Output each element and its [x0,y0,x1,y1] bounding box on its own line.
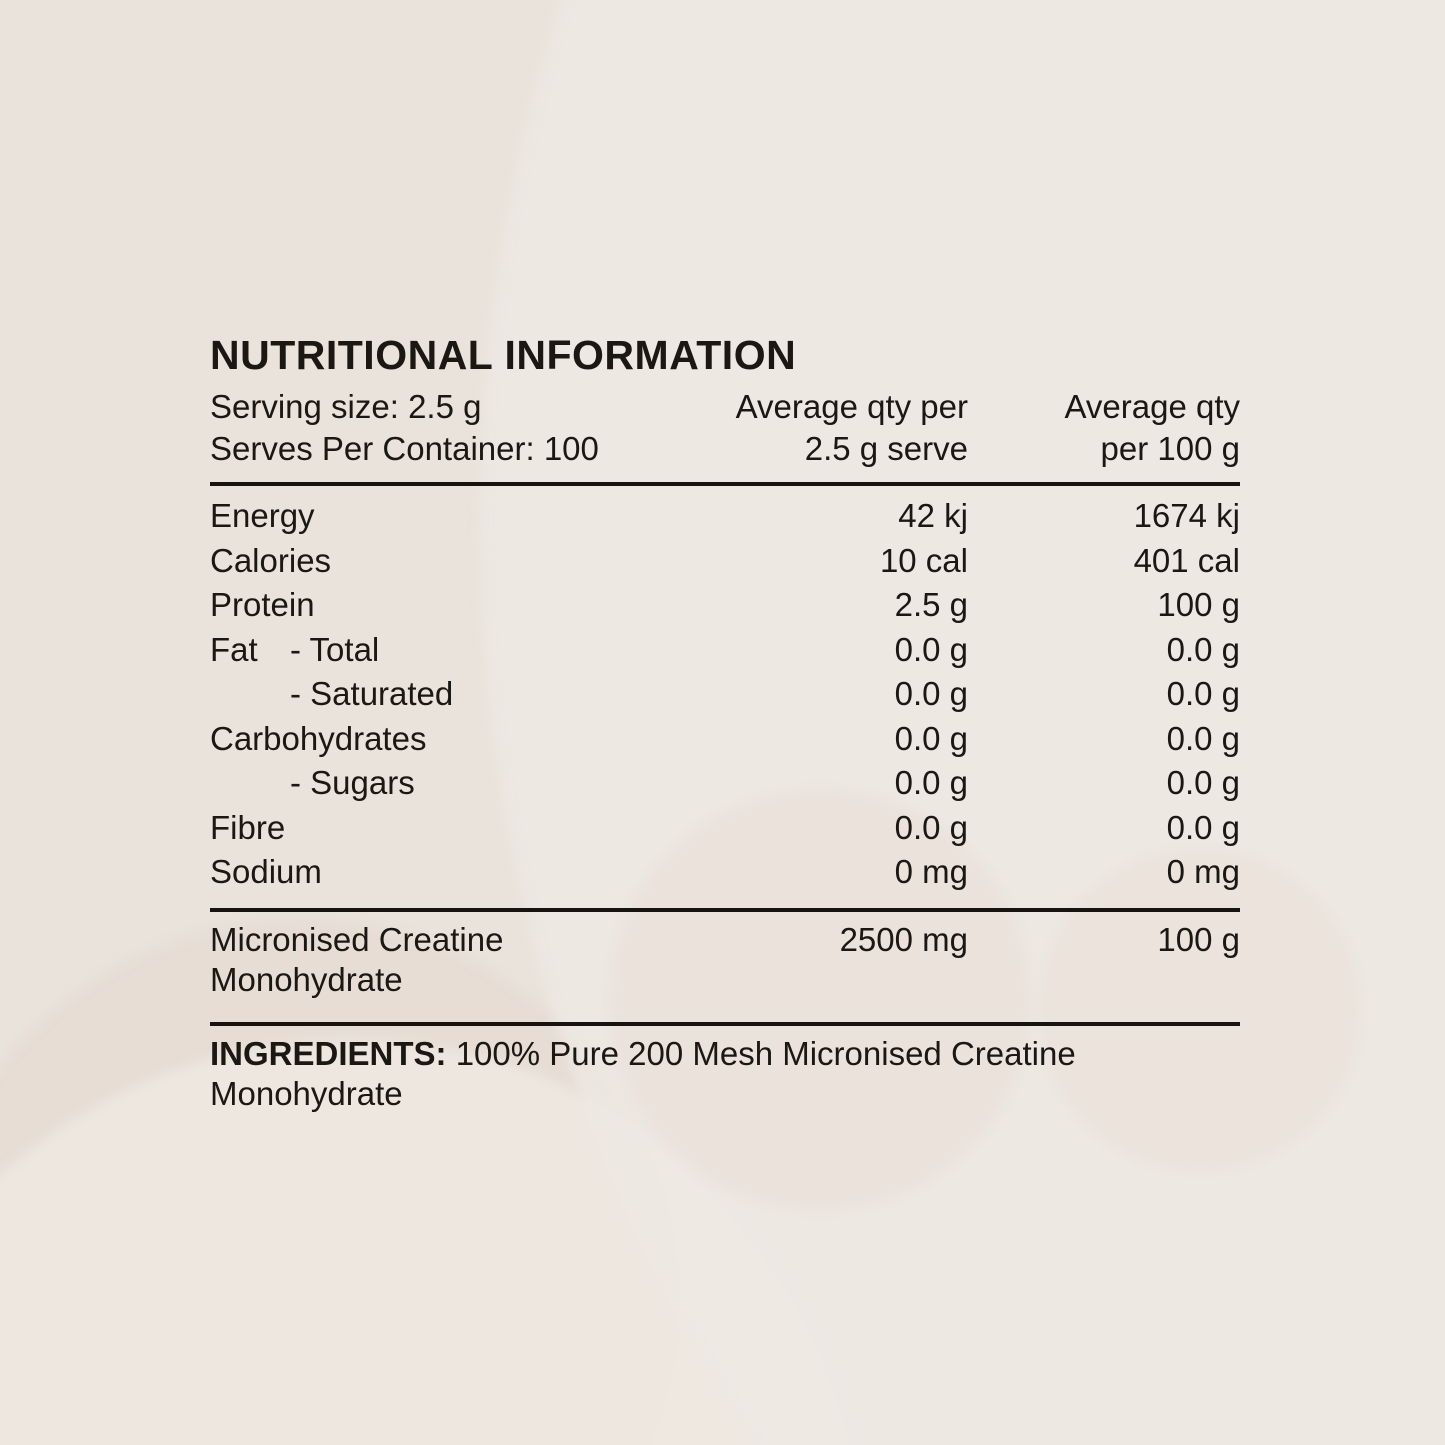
per-100g-value: 401 cal [1133,541,1240,579]
per-100g-header-line2: per 100 g [1100,430,1240,467]
per-100g-value: 0 mg [1166,853,1240,890]
nutrient-label [210,494,728,539]
nutrient-name: Fibre [210,808,286,846]
table-row [210,672,1240,717]
per-serve-value: 10 cal [879,541,968,579]
creatine-row [210,920,1240,1000]
nutrient-name: Protein [210,586,315,623]
per-100g-value: 0.0 g [1166,808,1240,846]
per-serve-value: 42 kj [898,497,968,534]
per-serve-header-line1: Average qty per [735,388,968,425]
ingredients-value: 100% Pure 200 Mesh Micronised Creatine Monohydrate [210,1034,1076,1112]
nutrient-name: Energy [210,497,315,534]
ingredients-label: INGREDIENTS: [210,1034,447,1072]
serving-size: Serving size: 2.5 g [210,388,482,425]
nutrient-label [210,628,728,673]
nutrient-subname: - Saturated [290,675,454,712]
column-header-per-100g [968,386,1240,470]
nutrient-name: Fat [210,630,258,668]
per-serve-value: 0 mg [894,853,968,890]
per-serve-value: 0.0 g [894,630,968,668]
column-header-per-serve [728,386,968,470]
nutrient-label [210,583,728,628]
per-100g-value: 0.0 g [1166,764,1240,801]
ingredients-text [210,1034,1170,1114]
per-serve-value: 0.0 g [894,808,968,846]
divider-middle [210,908,1240,912]
divider-bottom [210,1022,1240,1026]
per-serve-value: 0.0 g [894,719,968,757]
nutrient-label [210,806,728,851]
nutrient-name: Carbohydrates [210,719,427,757]
per-100g-header-line1: Average qty [1064,388,1240,425]
nutrition-panel [210,333,1240,1114]
creatine-label: Micronised Creatine Monohydrate [210,920,504,998]
table-row [210,539,1240,584]
nutrient-name: Calories [210,541,332,579]
divider-top [210,482,1240,486]
nutrient-label [210,761,728,806]
creatine-per-serve-value: 2500 mg [839,920,968,958]
per-100g-value: 0.0 g [1166,719,1240,757]
per-100g-value: 0.0 g [1166,675,1240,712]
creatine-per-100g-value: 100 g [1157,920,1240,958]
table-row [210,761,1240,806]
nutrient-label [210,539,728,584]
per-serve-value: 2.5 g [894,586,968,623]
table-row [210,583,1240,628]
per-serve-value: 0.0 g [894,675,968,712]
serving-info [210,386,728,470]
table-row [210,628,1240,673]
nutrient-subname: - Sugars [290,764,415,801]
nutrient-name: Sodium [210,853,322,890]
nutrient-rows [210,494,1240,895]
table-row [210,806,1240,851]
panel-title: NUTRITIONAL INFORMATION [210,332,797,378]
nutrient-label [210,672,728,717]
serves-per-container: Serves Per Container: 100 [210,430,599,467]
table-row [210,717,1240,762]
per-100g-value: 1674 kj [1133,497,1240,534]
per-100g-value: 100 g [1157,586,1240,623]
table-row [210,494,1240,539]
nutrient-label [210,717,728,762]
nutrient-label [210,850,728,895]
per-serve-header-line2: 2.5 g serve [804,430,968,467]
per-serve-value: 0.0 g [894,764,968,801]
per-100g-value: 0.0 g [1166,630,1240,668]
nutrient-subname: - Total [290,630,380,668]
table-header [210,386,1240,470]
table-row [210,850,1240,895]
